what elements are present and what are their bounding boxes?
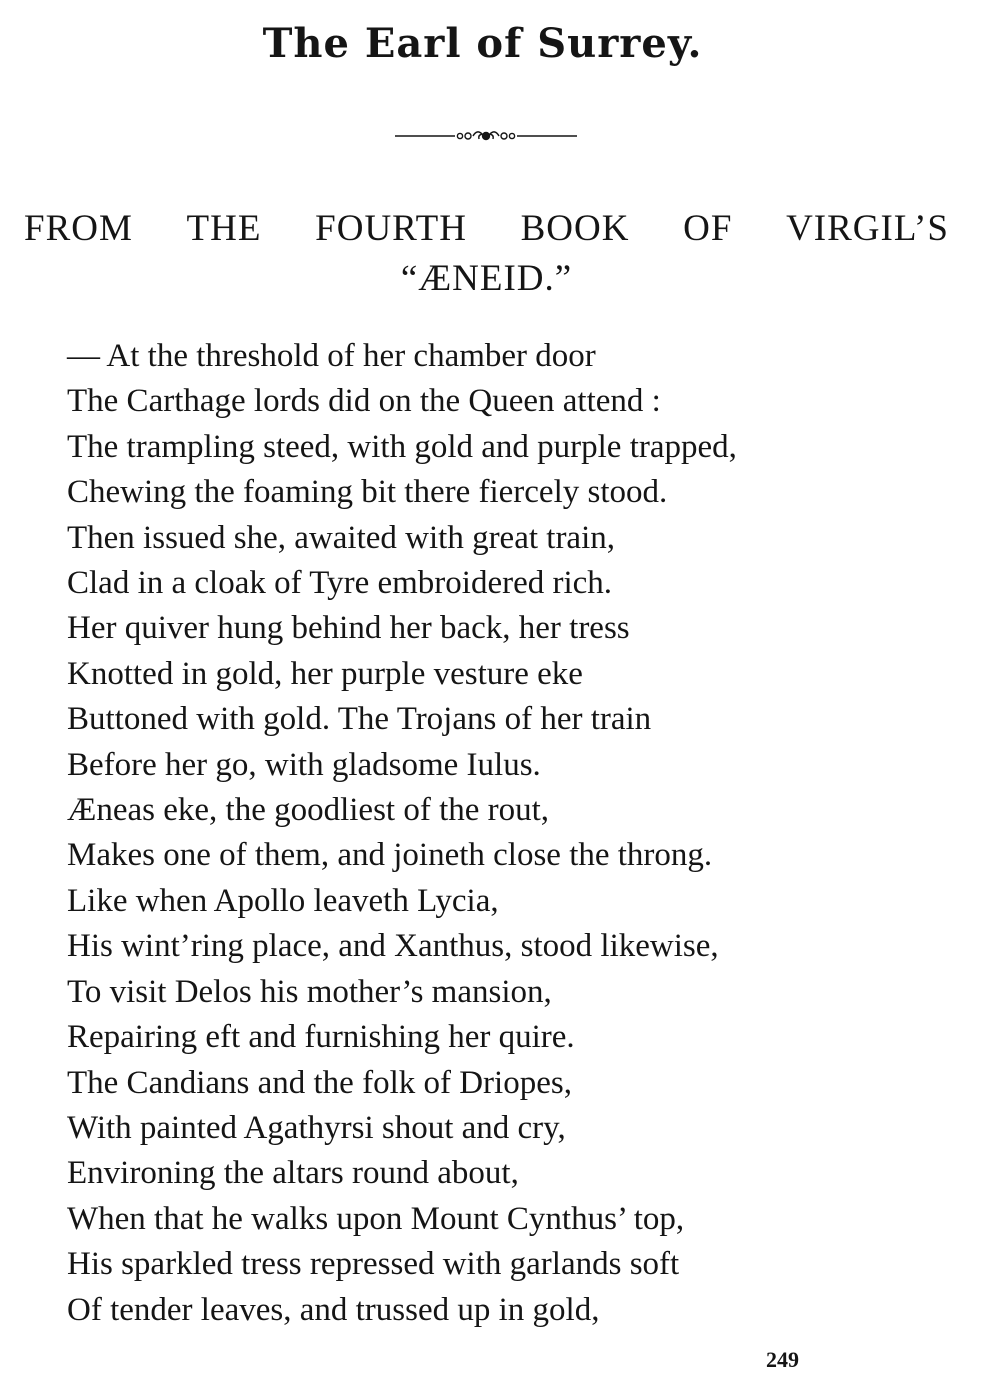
poem-line: The Carthage lords did on the Queen attend : <box>67 383 661 420</box>
title-word: FROM <box>24 208 133 249</box>
poem-line: Repairing eft and furnishing her quire. <box>67 1019 575 1056</box>
poem-line: Her quiver hung behind her back, her tress <box>67 610 630 647</box>
page-number: 249 <box>766 1347 799 1372</box>
poem-line: Like when Apollo leaveth Lycia, <box>67 882 499 919</box>
poem-line: The trampling steed, with gold and purple trapped, <box>67 428 737 465</box>
running-head: The Earl of Surrey. <box>262 20 703 67</box>
section-title <box>24 204 949 304</box>
poem-line: Environing the altars round about, <box>67 1155 519 1192</box>
poem-line: Buttoned with gold. The Trojans of her train <box>67 701 652 738</box>
poem-line: The Candians and the folk of Driopes, <box>67 1064 572 1101</box>
title-word: VIRGIL’S <box>786 208 949 249</box>
title-word: OF <box>683 208 733 249</box>
poem-line: — At the threshold of her chamber door <box>67 338 596 374</box>
poem-line: Æneas eke, the goodliest of the rout, <box>67 792 550 829</box>
ornament-icon <box>393 126 579 146</box>
poem-line: Clad in a cloak of Tyre embroidered rich. <box>67 565 613 602</box>
poem-line: His wint’ring place, and Xanthus, stood likewise, <box>67 928 719 965</box>
poem-text <box>67 334 967 1333</box>
poem-line: When that he walks upon Mount Cynthus’ top, <box>67 1200 685 1237</box>
poem-line: Chewing the foaming bit there fiercely stood. <box>67 474 668 511</box>
poem-line: Makes one of them, and joineth close the throng. <box>67 837 713 874</box>
poem-line: Knotted in gold, her purple vesture eke <box>67 655 583 692</box>
poem-line: His sparkled tress repressed with garlands soft <box>67 1246 680 1283</box>
poem-line: With painted Agathyrsi shout and cry, <box>67 1109 566 1146</box>
poem-line: Then issued she, awaited with great train, <box>67 519 615 556</box>
title-word: FOURTH <box>315 208 467 249</box>
poem-line: Before her go, with gladsome Iulus. <box>67 746 541 783</box>
title-word: THE <box>186 208 262 249</box>
poem-line: Of tender leaves, and trussed up in gold, <box>67 1291 600 1328</box>
section-title-line-2: “ÆNEID.” <box>400 258 573 299</box>
title-word: BOOK <box>520 208 630 249</box>
section-title-line-1 <box>24 204 949 254</box>
poem-line: To visit Delos his mother’s mansion, <box>67 973 552 1010</box>
